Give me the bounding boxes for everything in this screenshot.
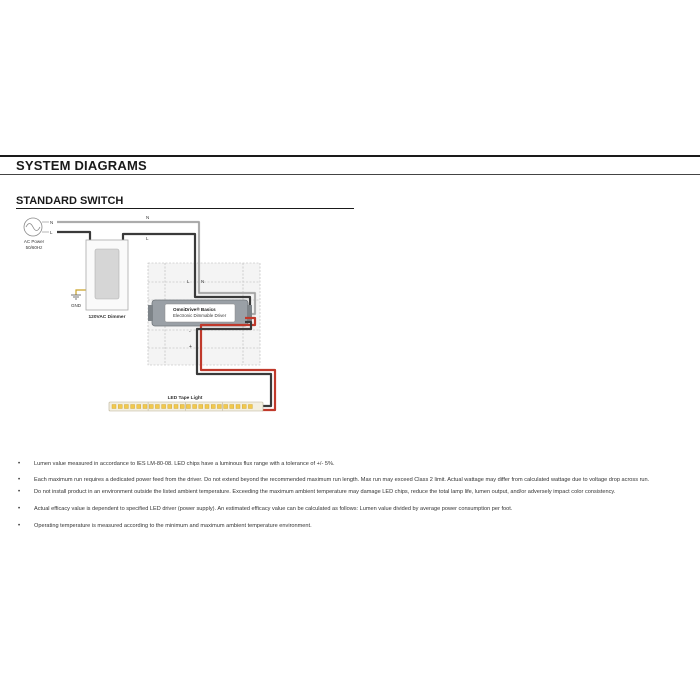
- wire-l-top-label: L: [146, 236, 149, 241]
- driver-title: OmniDrive® Basics: [173, 307, 216, 312]
- led-chip: [162, 405, 166, 409]
- section-title: SYSTEM DIAGRAMS: [16, 158, 147, 173]
- driver-input-n-label: N: [201, 279, 205, 284]
- note-item: • Lumen value measured in accordance to IES LM-80-08. LED chips have a luminous flux range with a tolerance of +/- 5%.: [18, 461, 688, 468]
- led-chip: [199, 405, 203, 409]
- ac-power-label: AC Power: [23, 239, 45, 244]
- driver-subtitle: Electronic Dimmable Driver: [173, 313, 227, 318]
- led-chip: [224, 405, 228, 409]
- led-chip: [131, 405, 135, 409]
- led-chip: [236, 405, 240, 409]
- led-chip: [248, 405, 252, 409]
- note-item: • Actual efficacy value is dependent to specified LED driver (power supply). An estimated efficacy value can be calculated as follows: Lumen value divided by average power consumption per foot.: [18, 506, 688, 513]
- line-wire-in: [57, 232, 90, 240]
- dimmer-switch: [86, 240, 128, 310]
- note-item: • Do not install product in an environment outside the listed ambient temperature. Exceeding the maximum ambient temperature may damage LED chips, reduce the total lamp life, lumen output, and/or adversely impact color consistency.: [18, 489, 688, 496]
- led-chip: [211, 405, 215, 409]
- led-tape-light: [109, 402, 263, 411]
- led-chip: [174, 405, 178, 409]
- driver-plus-label: +: [189, 344, 192, 350]
- led-chip: [230, 405, 234, 409]
- led-chip: [112, 405, 116, 409]
- led-chip: [186, 405, 190, 409]
- dimmer-label: 120VAC Dimmer: [88, 315, 126, 320]
- note-item: • Operating temperature is measured according to the minimum and maximum ambient temperature environment.: [18, 523, 688, 530]
- led-tape-label: LED Tape Light: [167, 396, 203, 401]
- driver-input-l-label: L: [187, 279, 190, 284]
- power-l-label: L: [50, 230, 53, 235]
- led-chip: [205, 405, 209, 409]
- led-chip: [168, 405, 172, 409]
- notes-list: [18, 461, 688, 530]
- led-chip: [193, 405, 197, 409]
- led-chip: [118, 405, 122, 409]
- led-chip: [137, 405, 141, 409]
- led-chip: [124, 405, 128, 409]
- ac-frequency-label: 50/60Hz: [25, 245, 43, 250]
- diagram-subtitle: STANDARD SWITCH: [16, 195, 124, 207]
- led-chip: [180, 405, 184, 409]
- ac-power-source: [24, 218, 49, 236]
- wire-n-top-label: N: [146, 215, 150, 220]
- power-n-label: N: [50, 220, 54, 225]
- led-chip: [217, 405, 221, 409]
- ground-icon: [71, 295, 81, 299]
- led-chip: [242, 405, 246, 409]
- note-item: • Each maximum run requires a dedicated power feed from the driver. Do not extend beyond the recommended maximum run length. Max run may exceed Class 2 limit. Actual wattage may differ from calculated wattage due to voltage drop across run.: [18, 477, 688, 484]
- led-chip: [143, 405, 147, 409]
- gnd-label: GND: [71, 303, 81, 308]
- led-chip: [155, 405, 159, 409]
- led-chip: [149, 405, 153, 409]
- driver-minus-label: -: [189, 329, 191, 335]
